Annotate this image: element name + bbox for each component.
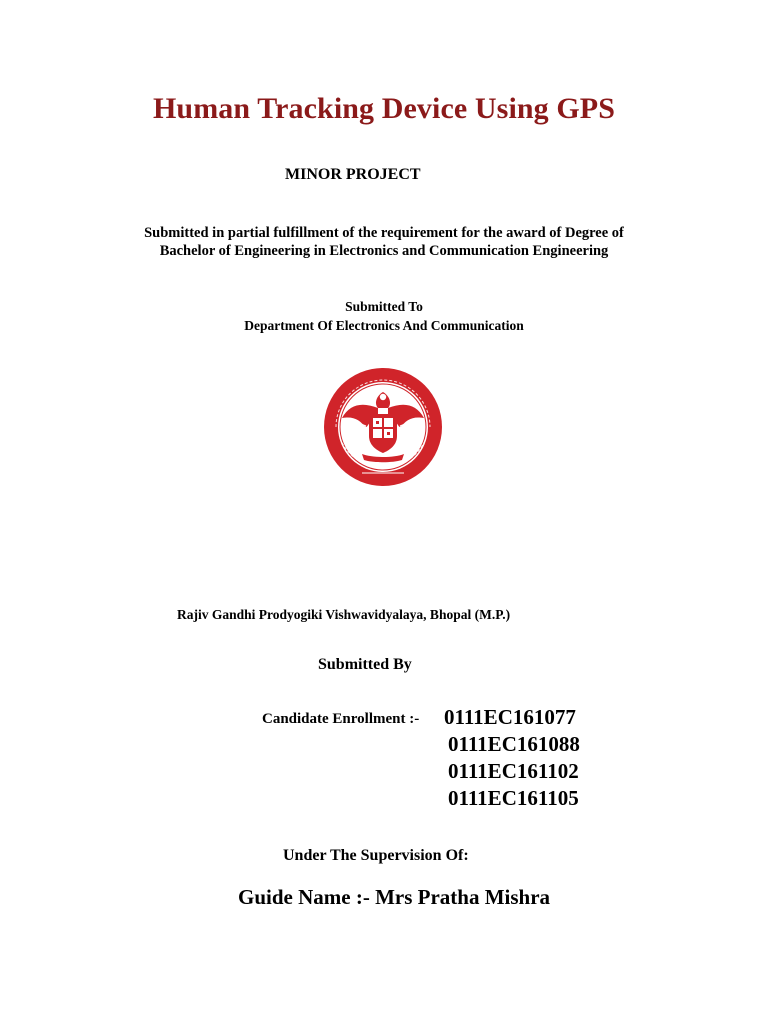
fulfillment-statement xyxy=(0,224,768,260)
enrollment-label: Candidate Enrollment :- xyxy=(262,711,420,727)
fulfillment-line-2: Bachelor of Engineering in Electronics and Communication Engineering xyxy=(159,243,609,259)
enrollment-number: 0111EC161105 xyxy=(448,786,579,810)
project-title: Human Tracking Device Using GPS xyxy=(152,92,616,125)
project-type: MINOR PROJECT xyxy=(285,166,421,183)
supervision-label: Under The Supervision Of: xyxy=(283,847,469,864)
enrollment-number: 0111EC161077 xyxy=(444,705,576,729)
university-logo xyxy=(322,366,444,488)
fulfillment-line-1: Submitted in partial fulfillment of the requirement for the award of Degree of xyxy=(144,225,624,241)
submitted-by-label: Submitted By xyxy=(318,656,412,673)
enrollment-number: 0111EC161102 xyxy=(448,759,579,783)
university-emblem-icon xyxy=(322,366,444,488)
department-name: Department Of Electronics And Communication xyxy=(244,318,524,333)
guide-name: Guide Name :- Mrs Pratha Mishra xyxy=(238,885,551,909)
enrollment-number: 0111EC161088 xyxy=(448,732,580,756)
submitted-to-block xyxy=(0,297,768,335)
university-name: Rajiv Gandhi Prodyogiki Vishwavidyalaya, Bhopal (M.P.) xyxy=(177,607,511,622)
submitted-to-label: Submitted To xyxy=(345,299,423,314)
enrollment-list xyxy=(444,704,580,812)
